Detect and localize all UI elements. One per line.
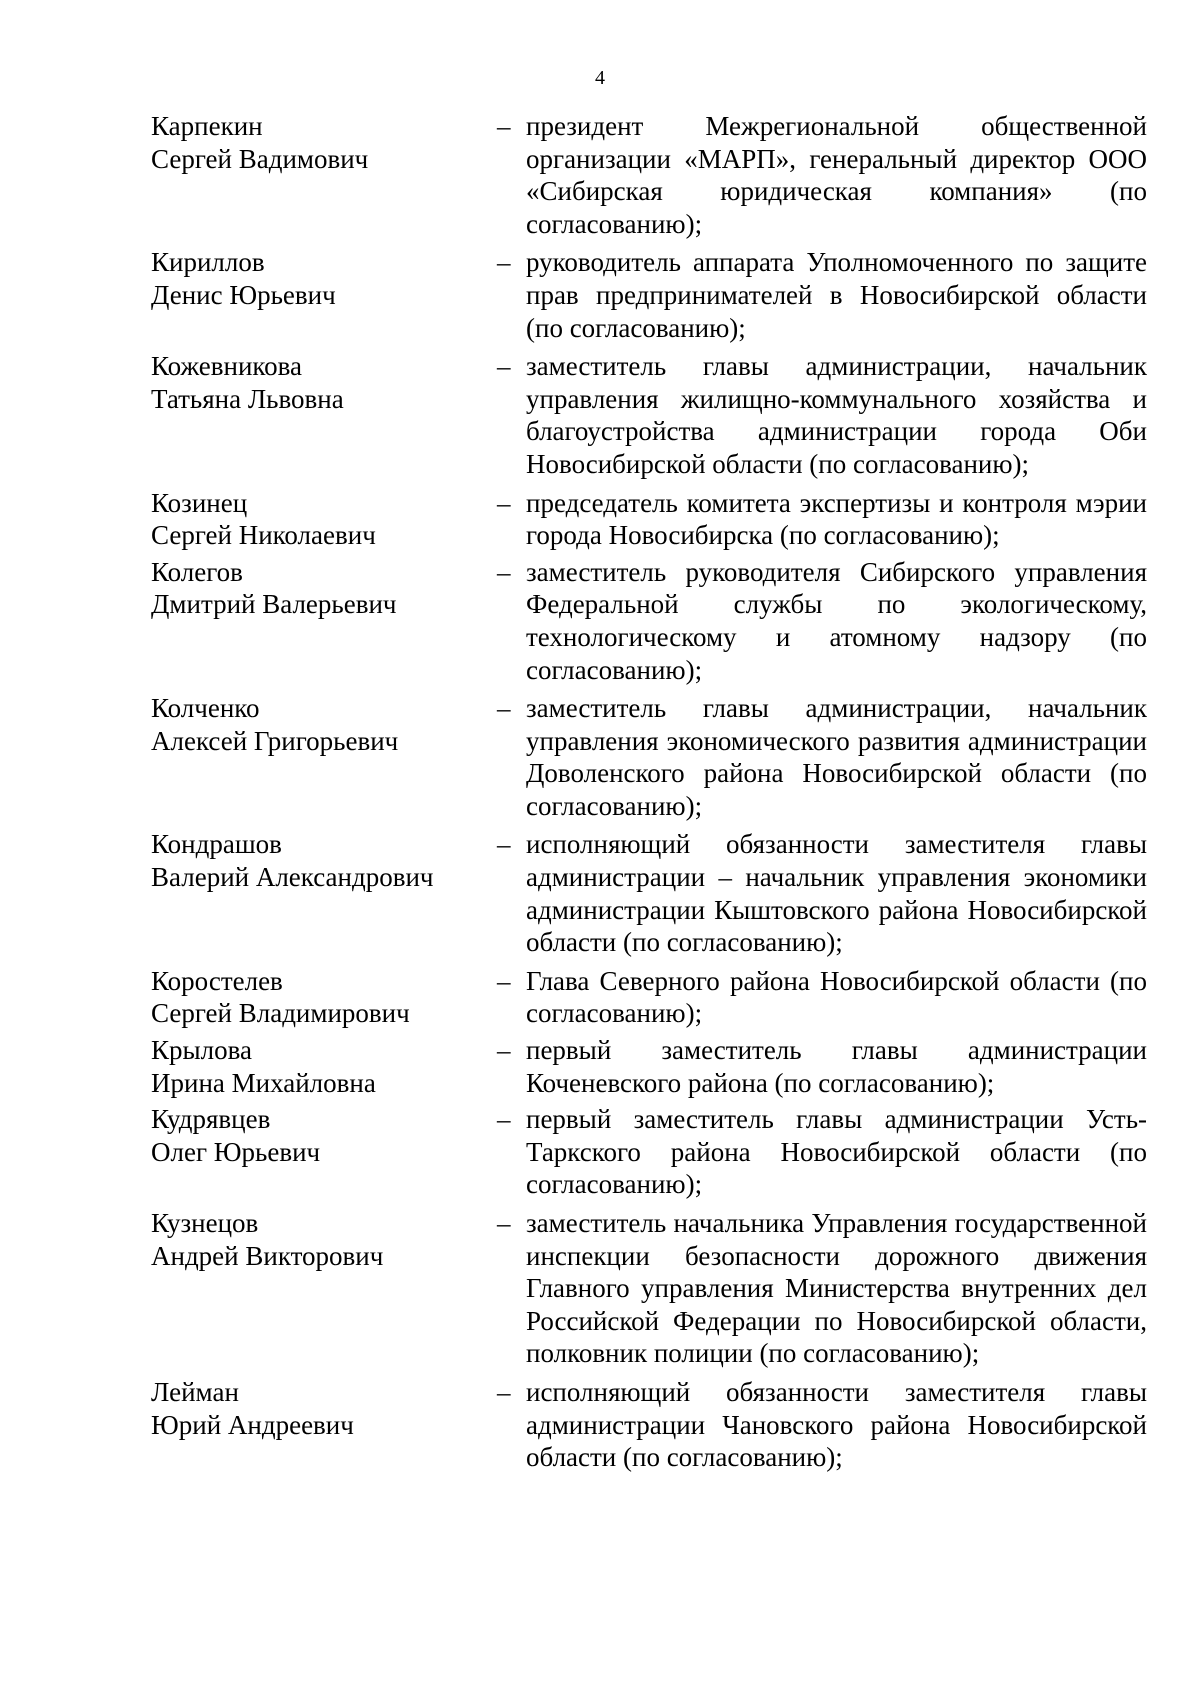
person-surname: Лейман <box>151 1376 239 1407</box>
person-surname: Козинец <box>151 487 248 518</box>
list-item <box>0 246 1200 344</box>
person-given-names: Сергей Николаевич <box>151 520 376 551</box>
members-list <box>0 110 1200 1480</box>
person-name <box>151 246 481 311</box>
person-surname: Кондрашов <box>151 829 282 860</box>
dash-separator: – <box>497 1208 511 1238</box>
person-position: Глава Северного района Новосибирской области (по согласованию); <box>526 965 1147 1029</box>
person-surname: Карпекин <box>151 111 263 141</box>
person-name <box>151 828 481 893</box>
person-position: первый заместитель главы администрации Усть-Таркского района Новосибирской области (по согласованию); <box>526 1104 1147 1200</box>
person-surname: Кузнецов <box>151 1208 259 1238</box>
person-given-names: Ирина Михайловна <box>151 1067 376 1098</box>
list-item <box>0 1034 1200 1099</box>
list-item <box>0 692 1200 822</box>
person-given-names: Денис Юрьевич <box>151 279 336 310</box>
dash-separator: – <box>497 556 511 587</box>
dash-separator: – <box>497 829 511 860</box>
person-name <box>151 350 481 415</box>
dash-separator: – <box>497 487 511 518</box>
person-name <box>151 1376 481 1441</box>
person-name <box>151 692 481 757</box>
page-number: 4 <box>595 67 605 89</box>
person-position: заместитель главы администрации, начальник управления жилищно-коммунального хозяйства и благоустройства администрации города Оби Новосибирской области (по согласованию); <box>526 351 1147 479</box>
dash-separator: – <box>497 1376 511 1407</box>
person-given-names: Сергей Владимирович <box>151 998 410 1029</box>
list-item <box>0 350 1200 480</box>
person-position: исполняющий обязанности заместителя главы администрации Чановского района Новосибирской области (по согласованию); <box>526 1376 1147 1473</box>
dash-separator: – <box>497 247 511 278</box>
person-surname: Кириллов <box>151 247 265 278</box>
person-position: заместитель главы администрации, начальник управления экономического развития администрации Доволенского района Новосибирской области (по согласованию); <box>526 693 1147 821</box>
person-surname: Кудрявцев <box>151 1104 271 1135</box>
person-position: заместитель начальника Управления государственной инспекции безопасности дорожного движения Главного управления Министерства внутренних дел Российской Федерации по Новосибирской области, полковник полиции (по согласованию); <box>526 1208 1147 1369</box>
dash-separator: – <box>497 351 511 382</box>
person-name <box>151 1034 481 1099</box>
person-position: исполняющий обязанности заместителя главы администрации – начальник управления экономики администрации Кыштовского района Новосибирской области (по согласованию); <box>526 829 1147 958</box>
person-position: председатель комитета экспертизы и контроля мэрии города Новосибирска (по согласованию); <box>526 487 1147 551</box>
person-position: руководитель аппарата Уполномоченного по защите прав предпринимателей в Новосибирской области (по согласованию); <box>526 247 1147 343</box>
person-given-names: Сергей Вадимович <box>151 143 369 174</box>
list-item <box>0 965 1200 1030</box>
person-name <box>151 965 481 1030</box>
person-position: заместитель руководителя Сибирского управления Федеральной службы по экологическому, технологическому и атомному надзору (по согласованию); <box>526 556 1147 685</box>
person-name <box>151 1207 481 1272</box>
dash-separator: – <box>497 1104 511 1135</box>
person-given-names: Юрий Андреевич <box>151 1409 354 1440</box>
list-item <box>0 828 1200 958</box>
person-surname: Колченко <box>151 693 260 724</box>
person-surname: Кожевникова <box>151 351 303 382</box>
person-given-names: Алексей Григорьевич <box>151 725 399 756</box>
person-given-names: Олег Юрьевич <box>151 1136 321 1167</box>
person-name <box>151 487 481 552</box>
person-surname: Колегов <box>151 556 243 587</box>
person-position: президент Межрегиональной общественной организации «МАРП», генеральный директор ООО «Сибирская юридическая компания» (по согласованию); <box>526 111 1147 239</box>
list-item <box>0 110 1200 240</box>
dash-separator: – <box>497 1035 511 1066</box>
person-position: первый заместитель главы администрации Коченевского района (по согласованию); <box>526 1035 1147 1098</box>
person-name <box>151 110 481 175</box>
person-given-names: Валерий Александрович <box>151 862 434 893</box>
dash-separator: – <box>497 693 511 724</box>
person-given-names: Андрей Викторович <box>151 1240 384 1271</box>
list-item <box>0 487 1200 552</box>
person-name <box>151 556 481 621</box>
person-given-names: Татьяна Львовна <box>151 383 344 414</box>
person-given-names: Дмитрий Валерьевич <box>151 589 397 620</box>
person-surname: Коростелев <box>151 965 283 996</box>
list-item <box>0 1103 1200 1201</box>
person-surname: Крылова <box>151 1035 252 1066</box>
dash-separator: – <box>497 111 511 141</box>
list-item <box>0 1376 1200 1474</box>
list-item <box>0 1207 1200 1370</box>
dash-separator: – <box>497 965 511 996</box>
person-name <box>151 1103 481 1168</box>
list-item <box>0 556 1200 686</box>
